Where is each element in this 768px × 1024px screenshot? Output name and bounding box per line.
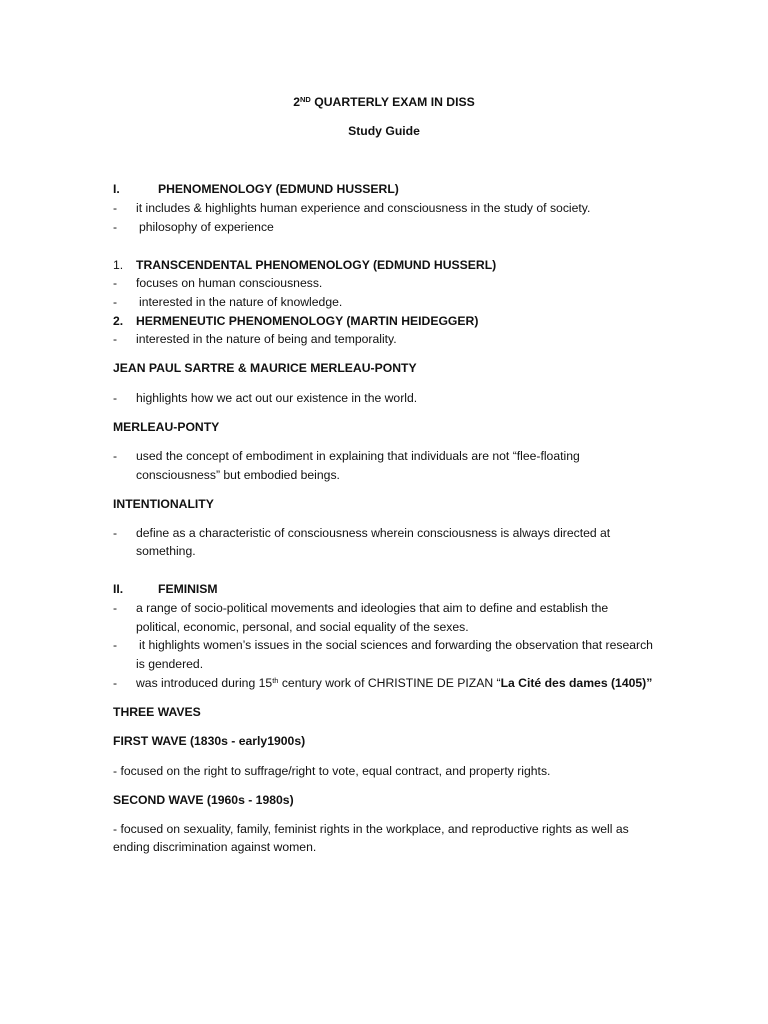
section-1-numeral: I. bbox=[113, 182, 120, 196]
bullet-text: define as a characteristic of consciousness wherein consciousness is always directed at bbox=[136, 526, 611, 540]
bullet-dash: - bbox=[113, 295, 118, 309]
subsection-2-heading: HERMENEUTIC PHENOMENOLOGY (MARTIN HEIDEGGER) bbox=[136, 314, 479, 328]
second-wave-text: - focused on sexuality, family, feminist rights in the workplace, and reproductive rights as well as bbox=[113, 822, 629, 836]
bullet-dash: - bbox=[113, 449, 118, 463]
subsection-1-number: 1. bbox=[113, 258, 124, 272]
bullet-text: interested in the nature of knowledge. bbox=[139, 295, 343, 309]
bullet-text: it highlights women’s issues in the social sciences and forwarding the observation that research bbox=[139, 638, 653, 652]
bullet-text: philosophy of experience bbox=[139, 220, 274, 234]
section-2-numeral: II. bbox=[113, 582, 124, 596]
second-wave-text: ending discrimination against women. bbox=[113, 840, 317, 854]
bullet-dash: - bbox=[113, 526, 118, 540]
title-text: QUARTERLY EXAM IN DISS bbox=[310, 95, 475, 109]
first-wave-text: - focused on the right to suffrage/right to vote, equal contract, and property rights. bbox=[113, 764, 551, 778]
bullet-text: interested in the nature of being and temporality. bbox=[136, 332, 397, 346]
subsection-1-heading: TRANSCENDENTAL PHENOMENOLOGY (EDMUND HUSSERL) bbox=[136, 258, 497, 272]
ordinal-superscript: th bbox=[272, 676, 279, 685]
subsection-2-number: 2. bbox=[113, 314, 124, 328]
book-title: La Cité des dames (1405)” bbox=[500, 676, 653, 690]
bullet-text: focuses on human consciousness. bbox=[136, 276, 323, 290]
second-wave-heading: SECOND WAVE (1960s - 1980s) bbox=[113, 793, 294, 807]
bullet-text: consciousness” but embodied beings. bbox=[136, 468, 340, 482]
bullet-dash: - bbox=[113, 201, 118, 215]
bullet-text: was introduced during 15 bbox=[136, 676, 273, 690]
section-1-heading: PHENOMENOLOGY (EDMUND HUSSERL) bbox=[158, 182, 399, 196]
bullet-dash: - bbox=[113, 676, 118, 690]
bullet-text: is gendered. bbox=[136, 657, 204, 671]
bullet-text: something. bbox=[136, 544, 196, 558]
bullet-text: highlights how we act out our existence in the world. bbox=[136, 391, 418, 405]
bullet-text: used the concept of embodiment in explaining that individuals are not “flee-floating bbox=[136, 449, 580, 463]
bullet-dash: - bbox=[113, 391, 118, 405]
first-wave-heading: FIRST WAVE (1830s - early1900s) bbox=[113, 734, 306, 748]
page-title bbox=[0, 95, 768, 110]
sartre-heading: JEAN PAUL SARTRE & MAURICE MERLEAU-PONTY bbox=[113, 361, 417, 375]
bullet-dash: - bbox=[113, 276, 118, 290]
bullet-text-row bbox=[136, 676, 652, 691]
intentionality-heading: INTENTIONALITY bbox=[113, 497, 214, 511]
title-superscript: ND bbox=[300, 95, 311, 104]
title-number: 2 bbox=[293, 95, 301, 109]
bullet-dash: - bbox=[113, 332, 118, 346]
three-waves-heading: THREE WAVES bbox=[113, 705, 201, 719]
bullet-text: political, economic, personal, and social equality of the sexes. bbox=[136, 620, 469, 634]
merleau-heading: MERLEAU-PONTY bbox=[113, 420, 220, 434]
bullet-dash: - bbox=[113, 601, 118, 615]
bullet-dash: - bbox=[113, 638, 118, 652]
bullet-dash: - bbox=[113, 220, 118, 234]
bullet-text: century work of CHRISTINE DE PIZAN “ bbox=[278, 676, 501, 690]
section-2-heading: FEMINISM bbox=[158, 582, 218, 596]
page-subtitle: Study Guide bbox=[348, 124, 420, 138]
bullet-text: a range of socio-political movements and ideologies that aim to define and establish the bbox=[136, 601, 609, 615]
bullet-text: it includes & highlights human experience and consciousness in the study of society. bbox=[136, 201, 591, 215]
